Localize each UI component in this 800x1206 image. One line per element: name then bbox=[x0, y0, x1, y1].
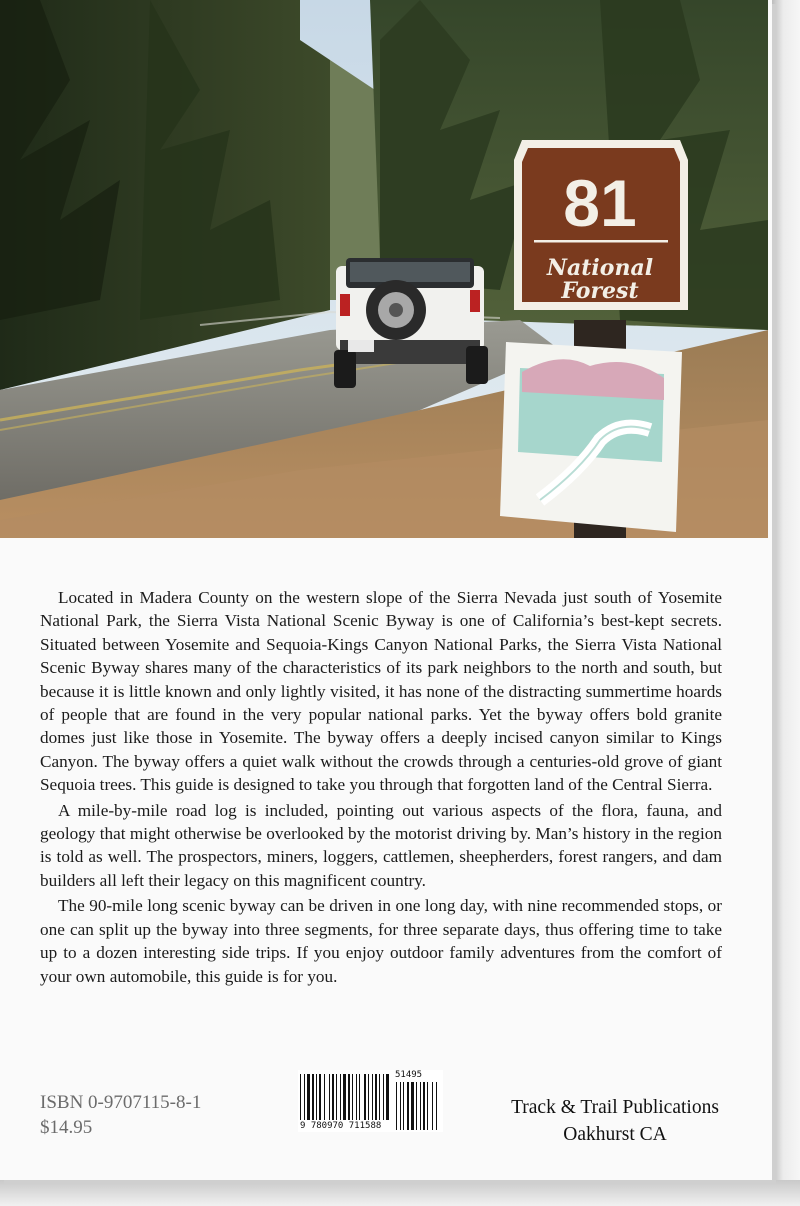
barcode-bar bbox=[420, 1082, 421, 1130]
publisher-block bbox=[470, 1094, 760, 1148]
sign-line-national: National bbox=[546, 255, 654, 281]
barcode-bar bbox=[307, 1074, 310, 1120]
isbn-block bbox=[40, 1090, 201, 1140]
barcode-bar bbox=[386, 1074, 389, 1120]
barcode-bar bbox=[356, 1074, 357, 1120]
isbn-number: ISBN 0-9707115-8-1 bbox=[40, 1092, 202, 1113]
barcode-bar bbox=[304, 1074, 305, 1120]
scenic-byway-sign bbox=[500, 342, 682, 532]
description-paragraph: The 90-mile long scenic byway can be driven in one long day, with nine recommended stops, or one can split up the byway into three segments, for three separate days, thus offering time to take up to a dozen interesting side trips. If you enjoy outdoor family adventures from the comfort of your own automobile, this guide is for you. bbox=[40, 896, 722, 986]
barcode-bar bbox=[352, 1074, 353, 1120]
barcode-bar bbox=[368, 1074, 369, 1120]
barcode-bar bbox=[427, 1082, 428, 1130]
publisher-name: Track & Trail Publications bbox=[511, 1097, 719, 1118]
barcode-bar bbox=[379, 1074, 380, 1120]
barcode-bar bbox=[359, 1074, 360, 1120]
book-description bbox=[40, 586, 722, 988]
barcode-bar bbox=[324, 1074, 325, 1120]
barcode-main-digits: 9 780970 711588 bbox=[300, 1121, 382, 1131]
barcode-bar bbox=[403, 1082, 404, 1130]
barcode-bar bbox=[340, 1074, 341, 1120]
barcode-bar bbox=[396, 1082, 397, 1130]
barcode-addon-digits: 51495 bbox=[395, 1070, 423, 1080]
barcode-bar bbox=[332, 1074, 334, 1120]
book-spine-edge bbox=[772, 0, 800, 1206]
barcode-bar bbox=[372, 1074, 373, 1120]
barcode-bar bbox=[329, 1074, 330, 1120]
barcode-bar bbox=[411, 1082, 414, 1130]
description-paragraph: A mile-by-mile road log is included, pointing out various aspects of the flora, fauna, and geology that might otherwise be overlooked by the motorist driving by. Man’s history in the region is told as well. The prospectors, miners, loggers, cattlemen, sheepherders, forest rangers, and dam builders all left their legacy on this magnificent country. bbox=[40, 800, 722, 890]
description-paragraph: Located in Madera County on the western slope of the Sierra Nevada just south of Yosemite National Park, the Sierra Vista National Scenic Byway is one of California’s best-kept secrets. Situated between Yosemite and Sequoia-Kings Canyon National Parks, the Sierra Vista National Scenic Byway shares many of the characteristics of its park neighbors to the north and south, but because it is little known and only lightly visited, it has none of the distracting summertime hoards of people that are found in the very popular national parks. Yet the byway offers bold granite domes just like those in Yosemite. The byway offers a deeply incised canyon similar to Kings Canyon. The byway offers a quiet walk without the crowds through a centuries-old grove of giant Sequoia trees. This guide is designed to take you through that forgotten land of the Central Sierra. bbox=[40, 588, 722, 795]
barcode-bar bbox=[416, 1082, 417, 1130]
cover-photo bbox=[0, 0, 768, 538]
barcode-bar bbox=[375, 1074, 377, 1120]
barcode-bar bbox=[343, 1074, 346, 1120]
barcode-bar bbox=[383, 1074, 384, 1120]
barcode-bar bbox=[432, 1082, 433, 1130]
sign-route-number: 81 bbox=[563, 166, 637, 240]
publisher-location: Oakhurst CA bbox=[563, 1124, 667, 1145]
sign-line-forest: Forest bbox=[561, 278, 639, 304]
barcode-bar bbox=[348, 1074, 350, 1120]
barcode-bar bbox=[319, 1074, 321, 1120]
barcode-bar bbox=[436, 1082, 437, 1130]
barcode-bar bbox=[400, 1082, 401, 1130]
barcode-bar bbox=[336, 1074, 337, 1120]
barcode-bar bbox=[364, 1074, 366, 1120]
price: $14.95 bbox=[40, 1117, 93, 1138]
barcode-bar bbox=[316, 1074, 317, 1120]
barcode-bar bbox=[300, 1074, 301, 1120]
national-forest-route-sign bbox=[514, 140, 688, 310]
barcode-bar bbox=[407, 1082, 409, 1130]
book-bottom-edge bbox=[0, 1180, 800, 1206]
barcode-bar bbox=[423, 1082, 425, 1130]
barcode-bar bbox=[312, 1074, 314, 1120]
barcode bbox=[298, 1070, 443, 1132]
